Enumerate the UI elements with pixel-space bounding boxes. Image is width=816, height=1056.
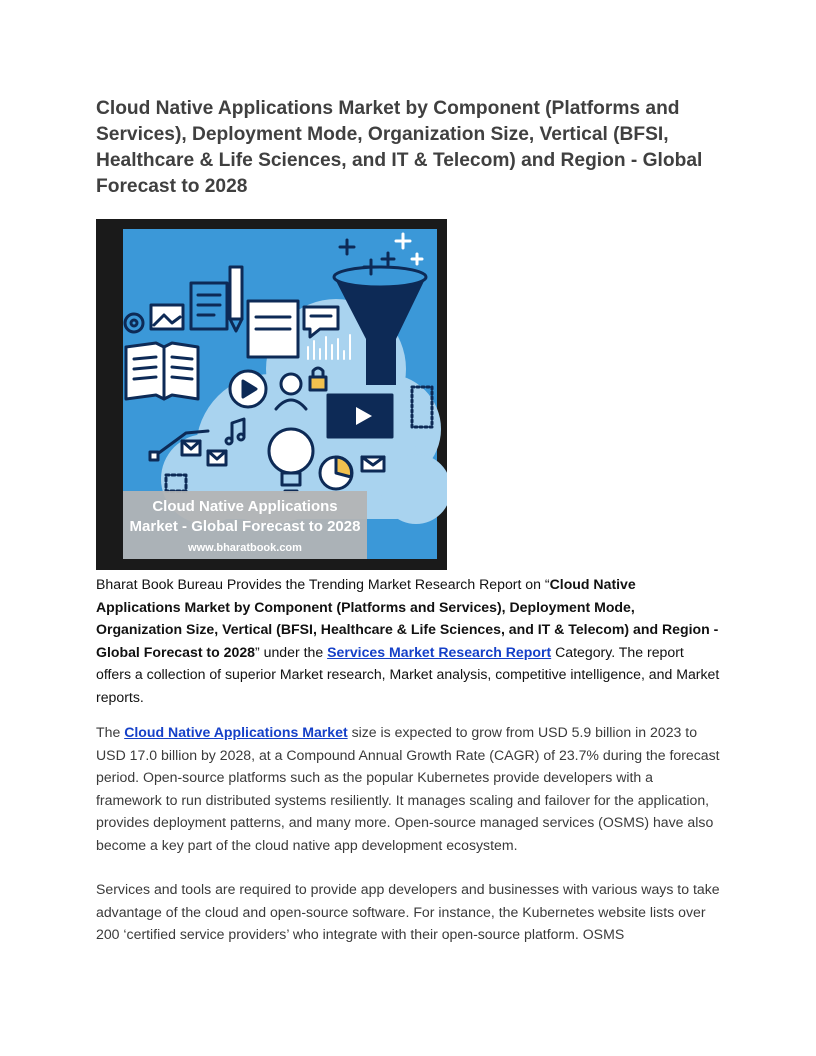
market-paragraph (96, 721, 720, 856)
market-text-after: size is expected to grow from USD 5.9 billion in 2023 to USD 17.0 billion by 2028, at a Compound Annual Growth Rate (CAGR) of 23.7% during the forecast period. Open-source platforms such as the popular Kubernetes provide developers with a framework to run distributed systems resiliently. It manages scaling and failover for the application, provides deployment patterns, and many more. Open-source managed services (OSMS) have also become a key part of the cloud native app development ecosystem. (96, 724, 720, 853)
envelope-icon (208, 451, 226, 465)
services-paragraph: Services and tools are required to provide app developers and businesses with various ways to take advantage of the cloud and open-source software. For instance, the Kubernetes website lists over 200 ‘certified service providers’ who integrate with their open-source platform. OSMS (96, 881, 720, 942)
notebook-icon (248, 301, 298, 357)
image-icon (151, 305, 183, 329)
report-title: Cloud Native Applications Market by Component (Platforms and Services), Deployment Mode, Organization Size, Vertical (BFSI, Healthcare & Life Sciences, and IT & Telecom) and Region - Global Forecast to 2028 (96, 98, 703, 197)
pie-chart-icon (320, 457, 352, 489)
intro-text-before: Bharat Book Bureau Provides the Trending Market Research Report on “ (96, 576, 550, 592)
intro-paragraph (96, 573, 720, 708)
document-icon (191, 283, 227, 329)
book-icon (126, 343, 198, 399)
intro-text-after: Category. The report offers a collection of superior Market research, Market analysis, competitive intelligence, and Market reports. (96, 643, 720, 705)
caption-url: www.bharatbook.com (188, 542, 302, 554)
intro-text-middle: ” under the (255, 643, 328, 660)
caption-line-2: Market - Global Forecast to 2028 (129, 518, 361, 535)
hero-image (96, 219, 447, 570)
caption-line-1: Cloud Native Applications (152, 498, 338, 515)
intro-report-title: Cloud Native Applications Market by Component (Platforms and Services), Deployment Mode, Organization Size, Vertical (BFSI, Healthcare & Life Sciences, and IT & Telecom) and Region - Global Forecast to 2028 (96, 576, 719, 660)
envelope-icon (362, 457, 384, 471)
envelope-icon (182, 441, 200, 455)
market-text-before: The (96, 724, 125, 740)
cloud-native-market-link[interactable]: Cloud Native Applications Market (124, 724, 348, 740)
services-report-link[interactable]: Services Market Research Report (327, 643, 552, 660)
play-button-icon (230, 371, 266, 407)
